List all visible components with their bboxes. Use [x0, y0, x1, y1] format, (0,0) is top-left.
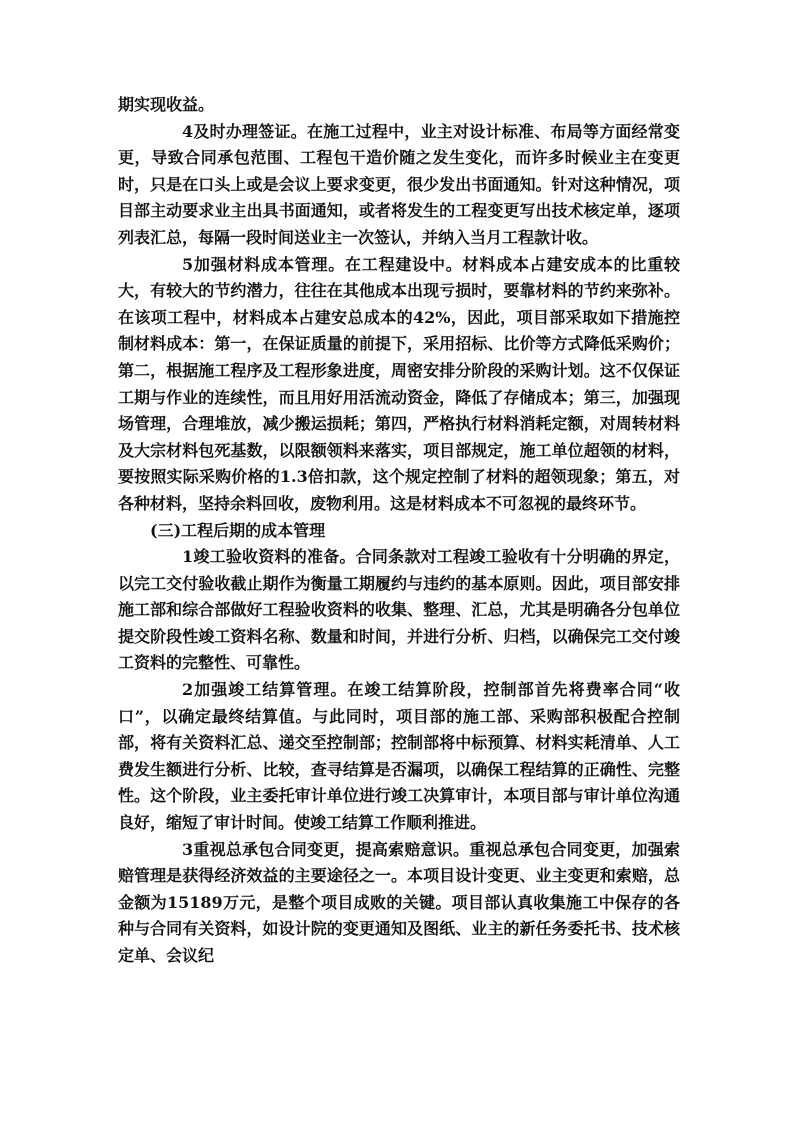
item-number: 3 [182, 839, 194, 859]
section-heading [118, 518, 680, 545]
paragraph-item-3 [118, 837, 680, 970]
paragraph-item-1 [118, 544, 680, 677]
item-number: 4 [182, 121, 194, 141]
paragraph-text: 及时办理签证。在施工过程中，业主对设计标准、布局等方面经常变更，导致合同承包范围、工程包干造价随之发生变化，而许多时候业主在变更时，只是在口头上或是会议上要求变更，很少发出书面通知。针对这种情况，项目部主动要求业主出具书面通知，或者将发生的工程变更写出技术核定单，逐项列表汇总，每隔一段时间送业主一次签认，并纳入当月工程款计收。 [118, 121, 680, 247]
paragraph-continuation [118, 92, 680, 119]
paragraph-item-4 [118, 119, 680, 252]
paragraph-text: 重视总承包合同变更，提高索赔意识。重视总承包合同变更，加强索赔管理是获得经济效益的主要途径之一。本项目设计变更、业主变更和索赔，总金额为15189万元，是整个项目成败的关键。项目部认真收集施工中保存的各种与合同有关资料，如设计院的变更通知及图纸、业主的新任务委托书、技术核定单、会议纪 [118, 839, 680, 965]
paragraph-item-5 [118, 252, 680, 518]
document-page [118, 92, 680, 970]
paragraph-text: 期实现收益。 [118, 95, 215, 114]
paragraph-text: 竣工验收资料的准备。合同条款对工程竣工验收有十分明确的界定，以完工交付验收截止期作为衡量工期履约与违约的基本原则。因此，项目部安排施工部和综合部做好工程验收资料的收集、整理、汇总，尤其是明确各分包单位提交阶段性竣工资料名称、数量和时间，并进行分析、归档，以确保完工交付竣工资料的完整性、可靠性。 [118, 547, 680, 673]
section-heading-text: (三)工程后期的成本管理 [150, 520, 326, 540]
paragraph-item-2 [118, 677, 680, 837]
item-number: 5 [182, 254, 194, 274]
paragraph-text: 加强材料成本管理。在工程建设中。材料成本占建安成本的比重较大，有较大的节约潜力，往往在其他成本出现亏损时，要靠材料的节约来弥补。在该项工程中，材料成本占建安总成本的42%，因此，项目部采取如下措施控制材料成本：第一，在保证质量的前提下，采用招标、比价等方式降低采购价；第二，根据施工程序及工程形象进度，周密安排分阶段的采购计划。这不仅保证工期与作业的连续性，而且用好用活流动资金，降低了存储成本；第三，加强现场管理，合理堆放，减少搬运损耗；第四，严格执行材料消耗定额，对周转材料及大宗材料包死基数，以限额领料来落实，项目部规定，施工单位超领的材料，要按照实际采购价格的1.3倍扣款，这个规定控制了材料的超领现象；第五，对各种材料，坚持余料回收，废物利用。这是材料成本不可忽视的最终环节。 [118, 254, 680, 513]
item-number: 2 [182, 680, 194, 700]
paragraph-text: 加强竣工结算管理。在竣工结算阶段，控制部首先将费率合同“收口”，以确定最终结算值。与此同时，项目部的施工部、采购部积极配合控制部，将有关资料汇总、递交至控制部；控制部将中标预算、材料实耗清单、人工费发生额进行分析、比较，查寻结算是否漏项，以确保工程结算的正确性、完整性。这个阶段，业主委托审计单位进行竣工决算审计，本项目部与审计单位沟通良好，缩短了审计时间。使竣工结算工作顺利推进。 [118, 680, 680, 833]
item-number: 1 [182, 547, 194, 567]
